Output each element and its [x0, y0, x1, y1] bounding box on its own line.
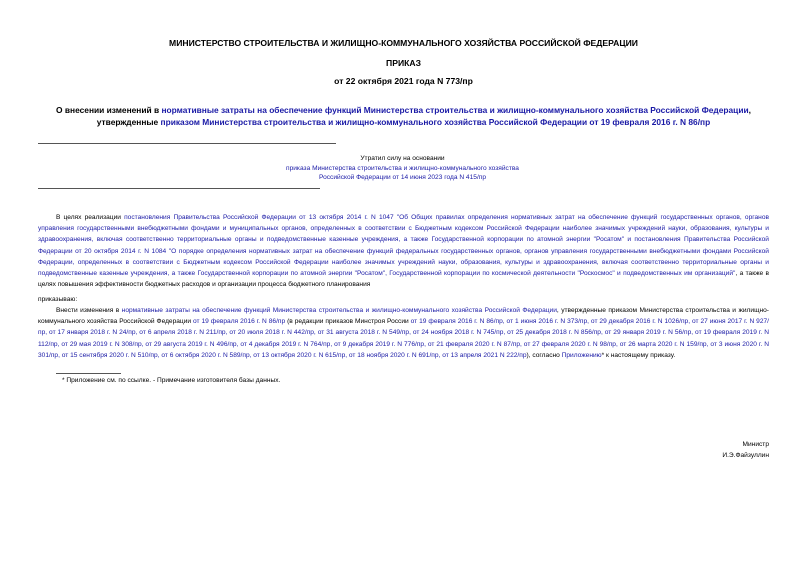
divider — [38, 143, 336, 144]
amendments-link[interactable]: от 19 февраля 2016 г. N 86/пр, от 1 июня 2016 г. N 373/пр, от 29 декабря 2016 г. N 1026/пр, от 27 июня 2017 г. N 927/пр, от 17 января 2018 г. N 24/пр, от 6 апреля 2018 г. N 211/пр, от 20 июля 2018 г. N 442/пр, от 31 августа 2018 г. N 549/пр, от 24 ноября 2018 г. N 745/пр, от 25 декабря 2018 г. N 856/пр, от 29 января 2019 г. N 56/пр, от 19 февраля 2019 г. N 112/пр, от 29 мая 2019 г. N 308/пр, от 29 августа 2019 г. N 496/пр, от 4 декабря 2019 г. N 764/пр, от 9 декабря 2019 г. N 776/пр, от 21 февраля 2020 г. N 87/пр, от 27 февраля 2020 г. N 98/пр, от 26 марта 2020 г. N 159/пр, от 3 июня 2020 г. N 301/пр, от 15 сентября 2020 г. N 510/пр, от 6 октября 2020 г. N 589/пр, от 13 октября 2020 г. N 615/пр, от 18 ноября 2020 г. N 691/пр, от 13 апреля 2021 N 222/пр — [38, 318, 770, 359]
heading-link-norms[interactable]: нормативные затраты на обеспечение функций Министерства строительства и жилищно-коммунального хозяйства Российской Федерации — [161, 105, 749, 115]
revoked-notice — [240, 154, 565, 183]
preamble-paragraph — [38, 212, 769, 290]
heading-text: , утвержденные — [96, 105, 751, 127]
paragraph-text: , а также в целях повышения эффективности бюджетных расходов и организации процесса бюджетного планирования — [38, 270, 770, 289]
resolution-link[interactable]: постановления Правительства Российской Федерации от 13 октября 2014 г. N 1047 "Об Общих правилах определения нормативных затрат на обеспечение функций государственных органов, органов управления государственными внебюджетными фондами и муниципальных органов, определенных в соответствии с Бюджетным кодексом Российской Федерации наиболее значимых учреждений науки, образования, культуры и здравоохранения, включая соответственно территориальные органы и подведомственные казенные учреждения, а также Государственной корпорации по атомной энергии "Росатом" и постановления Правительства Российской Федерации от 20 октября 2014 г. N 1084 "О порядке определения нормативных затрат на обеспечение функций федеральных государственных органов, органов управления государственными внебюджетными фондами Российской Федерации, определенных в соответствии с Бюджетным кодексом Российской Федерации наиболее значимых учреждений науки, образования, культуры и здравоохранения, включая соответственно территориальные органы и подведомственные казенные учреждения, а также Государственной корпорации по атомной энергии "Росатом", Государственной корпорации по космической деятельности "Роскосмос" и подведомственных им организаций" — [38, 214, 769, 278]
signatory-name: И.Э.Файзуллин — [722, 452, 769, 459]
paragraph-text: В целях реализации — [56, 214, 125, 221]
paragraph-text: * к настоящему приказу. — [601, 351, 676, 359]
signatory-title: Министр — [742, 441, 769, 448]
document-date-number: от 22 октября 2021 года N 773/пр — [334, 76, 473, 86]
heading-link-order[interactable]: приказом Министерства строительства и жилищно-коммунального хозяйства Российской Федерации от 19 февраля 2016 г. N 86/пр — [160, 117, 711, 127]
order-link[interactable]: от 19 февраля 2016 г. N 86/пр — [193, 318, 286, 326]
revoked-link[interactable]: приказа Министерства строительства и жилищно-коммунального хозяйства — [286, 164, 519, 172]
document-type: ПРИКАЗ — [386, 58, 421, 68]
paragraph-text: ), согласно — [526, 351, 562, 359]
norms-link[interactable]: нормативные затраты на обеспечение функций Министерства строительства и жилищно-коммунального хозяйства Российской Федерации — [121, 307, 557, 314]
footnote-divider — [56, 373, 121, 374]
paragraph-text: (в редакции приказов Минстроя России — [285, 318, 411, 326]
ministry-name: МИНИСТЕРСТВО СТРОИТЕЛЬСТВА И ЖИЛИЩНО-КОММУНАЛЬНОГО ХОЗЯЙСТВА РОССИЙСКОЙ ФЕДЕРАЦИИ — [169, 38, 638, 48]
order-paragraph — [38, 305, 769, 361]
heading-text: О внесении изменений в — [56, 105, 162, 115]
appendix-link[interactable]: Приложению — [561, 351, 602, 359]
footnote: * Приложение см. по ссылке. - Примечание изготовителя базы данных. — [62, 377, 281, 384]
revoked-link[interactable]: Российской Федерации от 14 июня 2023 года N 415/пр — [318, 174, 487, 181]
signature-block — [722, 439, 769, 461]
order-word: приказываю: — [38, 296, 78, 303]
paragraph-text: , утвержденные приказом Министерства строительства и жилищно-коммунального хозяйства Российской Федерации — [38, 307, 769, 326]
divider — [38, 188, 320, 189]
revoked-line: Утратил силу на основании — [360, 155, 445, 162]
document-heading — [40, 104, 767, 128]
paragraph-text: Внести изменения в — [56, 307, 122, 314]
